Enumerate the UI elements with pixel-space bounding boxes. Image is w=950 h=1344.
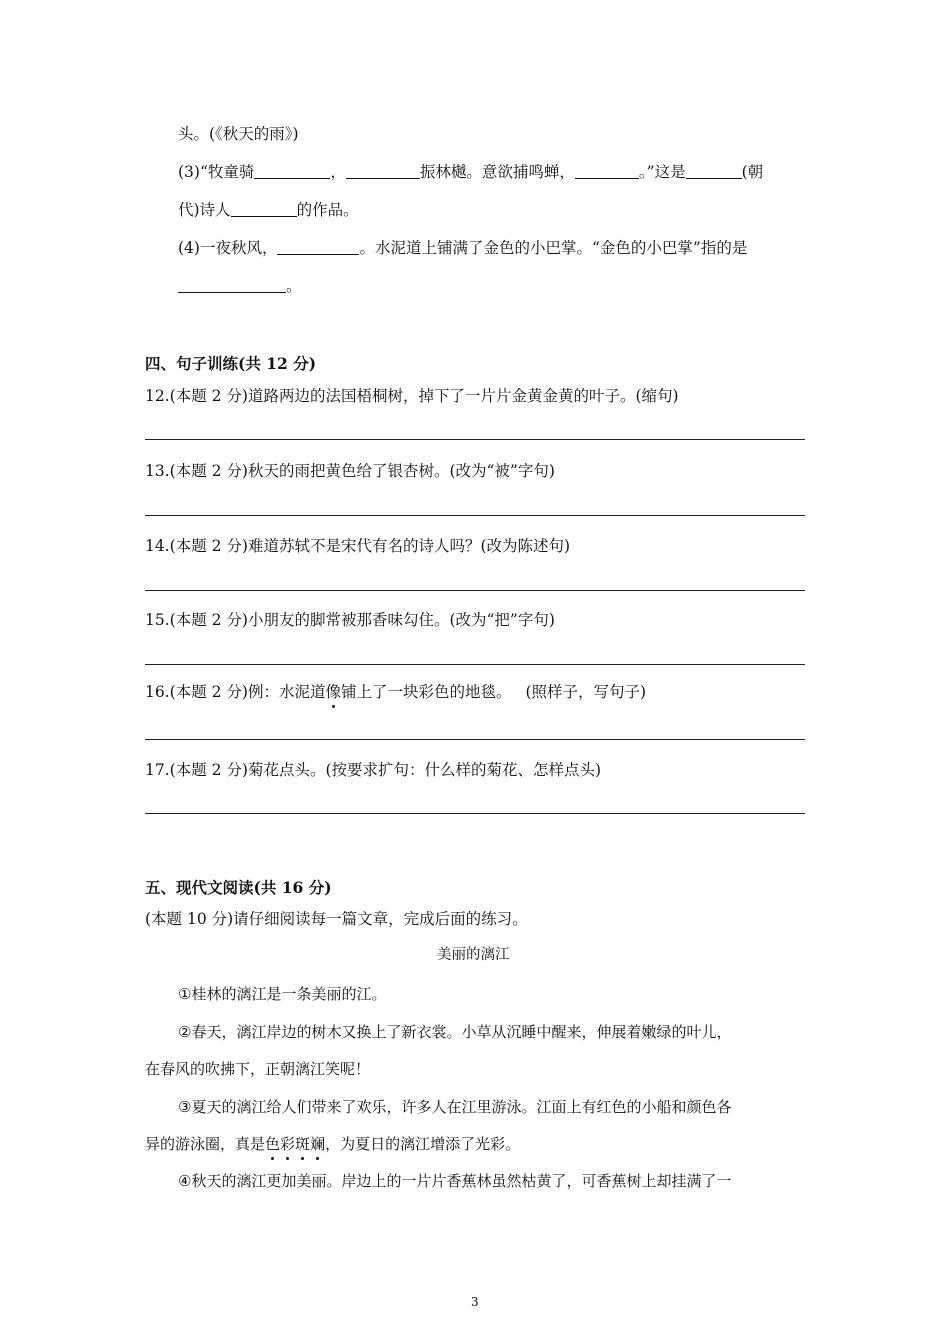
answer-line-16[interactable] [145,739,805,740]
text: 的作品。 [296,201,359,219]
text: 16.(本题 2 分)例：水泥道 [145,683,326,701]
fill-blank[interactable] [178,277,286,293]
paragraph-4-line1: ④秋天的漓江更加美丽。岸边上的一片片香蕉林虽然枯黄了，可香蕉树上却挂满了一 [178,1172,732,1190]
page-number: 3 [471,1295,479,1309]
line-tou: 头。(《秋天的雨》) [178,125,299,143]
answer-line-13[interactable] [145,515,805,516]
text: 。 [286,277,302,295]
emphasis-char: 像 [325,683,341,701]
paragraph-1: ①桂林的漓江是一条美丽的江。 [178,985,387,1003]
emphasis-char: 色 [265,1135,281,1153]
text: 。”这是 [638,163,686,181]
question-3-line2 [178,200,359,220]
question-12: 12.(本题 2 分)道路两边的法国梧桐树，掉下了一片片金黄金黄的叶子。(缩句) [145,387,679,405]
paragraph-2-line1: ②春天，漓江岸边的树木又换上了新衣裳。小草从沉睡中醒来，伸展着嫩绿的叶儿， [178,1023,732,1041]
text: ，为夏日的漓江增添了光彩。 [325,1135,521,1153]
text: 铺上了一块彩色的地毯。 [340,683,512,701]
emphasis-char: 斓 [310,1135,326,1153]
fill-blank[interactable] [277,239,359,255]
answer-line-15[interactable] [145,664,805,665]
answer-line-17[interactable] [145,813,805,814]
text: (照样子，写句子) [525,683,647,701]
text: (朝 [741,163,764,181]
fill-blank[interactable] [254,163,330,179]
question-16 [145,682,646,702]
fill-blank[interactable] [231,201,297,217]
text: 异的游泳圈，真是 [145,1135,266,1153]
question-17: 17.(本题 2 分)菊花点头。(按要求扩句：什么样的菊花、怎样点头) [145,761,602,779]
text: 振林樾。意欲捕鸣蝉， [419,163,575,181]
text: (4)一夜秋风， [178,239,278,257]
fill-blank[interactable] [346,163,420,179]
paragraph-3-line2 [145,1134,520,1154]
paragraph-2-line2: 在春风的吹拂下，正朝漓江笑呢！ [145,1060,371,1078]
question-14: 14.(本题 2 分)难道苏轼不是宋代有名的诗人吗？(改为陈述句) [145,537,571,555]
answer-line-12[interactable] [145,439,805,440]
text: 。水泥道上铺满了金色的小巴掌。“金色的小巴掌”指的是 [359,239,748,257]
fill-blank[interactable] [575,163,639,179]
section-4-heading: 四、句子训练(共 12 分) [145,354,317,373]
text: ， [330,163,346,181]
question-13: 13.(本题 2 分)秋天的雨把黄色给了银杏树。(改为“被”字句) [145,462,555,480]
emphasis-char: 斑 [295,1135,311,1153]
section-5-intro: (本题 10 分)请仔细阅读每一篇文章，完成后面的练习。 [145,910,528,928]
question-4-line2 [178,276,302,296]
question-3-line1 [178,162,763,182]
fill-blank[interactable] [686,163,742,179]
text: (3)“牧童骑 [178,163,255,181]
answer-line-14[interactable] [145,590,805,591]
question-4-line1 [178,238,747,258]
section-5-heading: 五、现代文阅读(共 16 分) [145,878,332,897]
question-15: 15.(本题 2 分)小朋友的脚常被那香味勾住。(改为“把”字句) [145,611,555,629]
text: 代)诗人 [178,201,231,219]
emphasis-char: 彩 [280,1135,296,1153]
article-title: 美丽的漓江 [437,947,510,963]
paragraph-3-line1: ③夏天的漓江给人们带来了欢乐，许多人在江里游泳。江面上有红色的小船和颜色各 [178,1098,732,1116]
